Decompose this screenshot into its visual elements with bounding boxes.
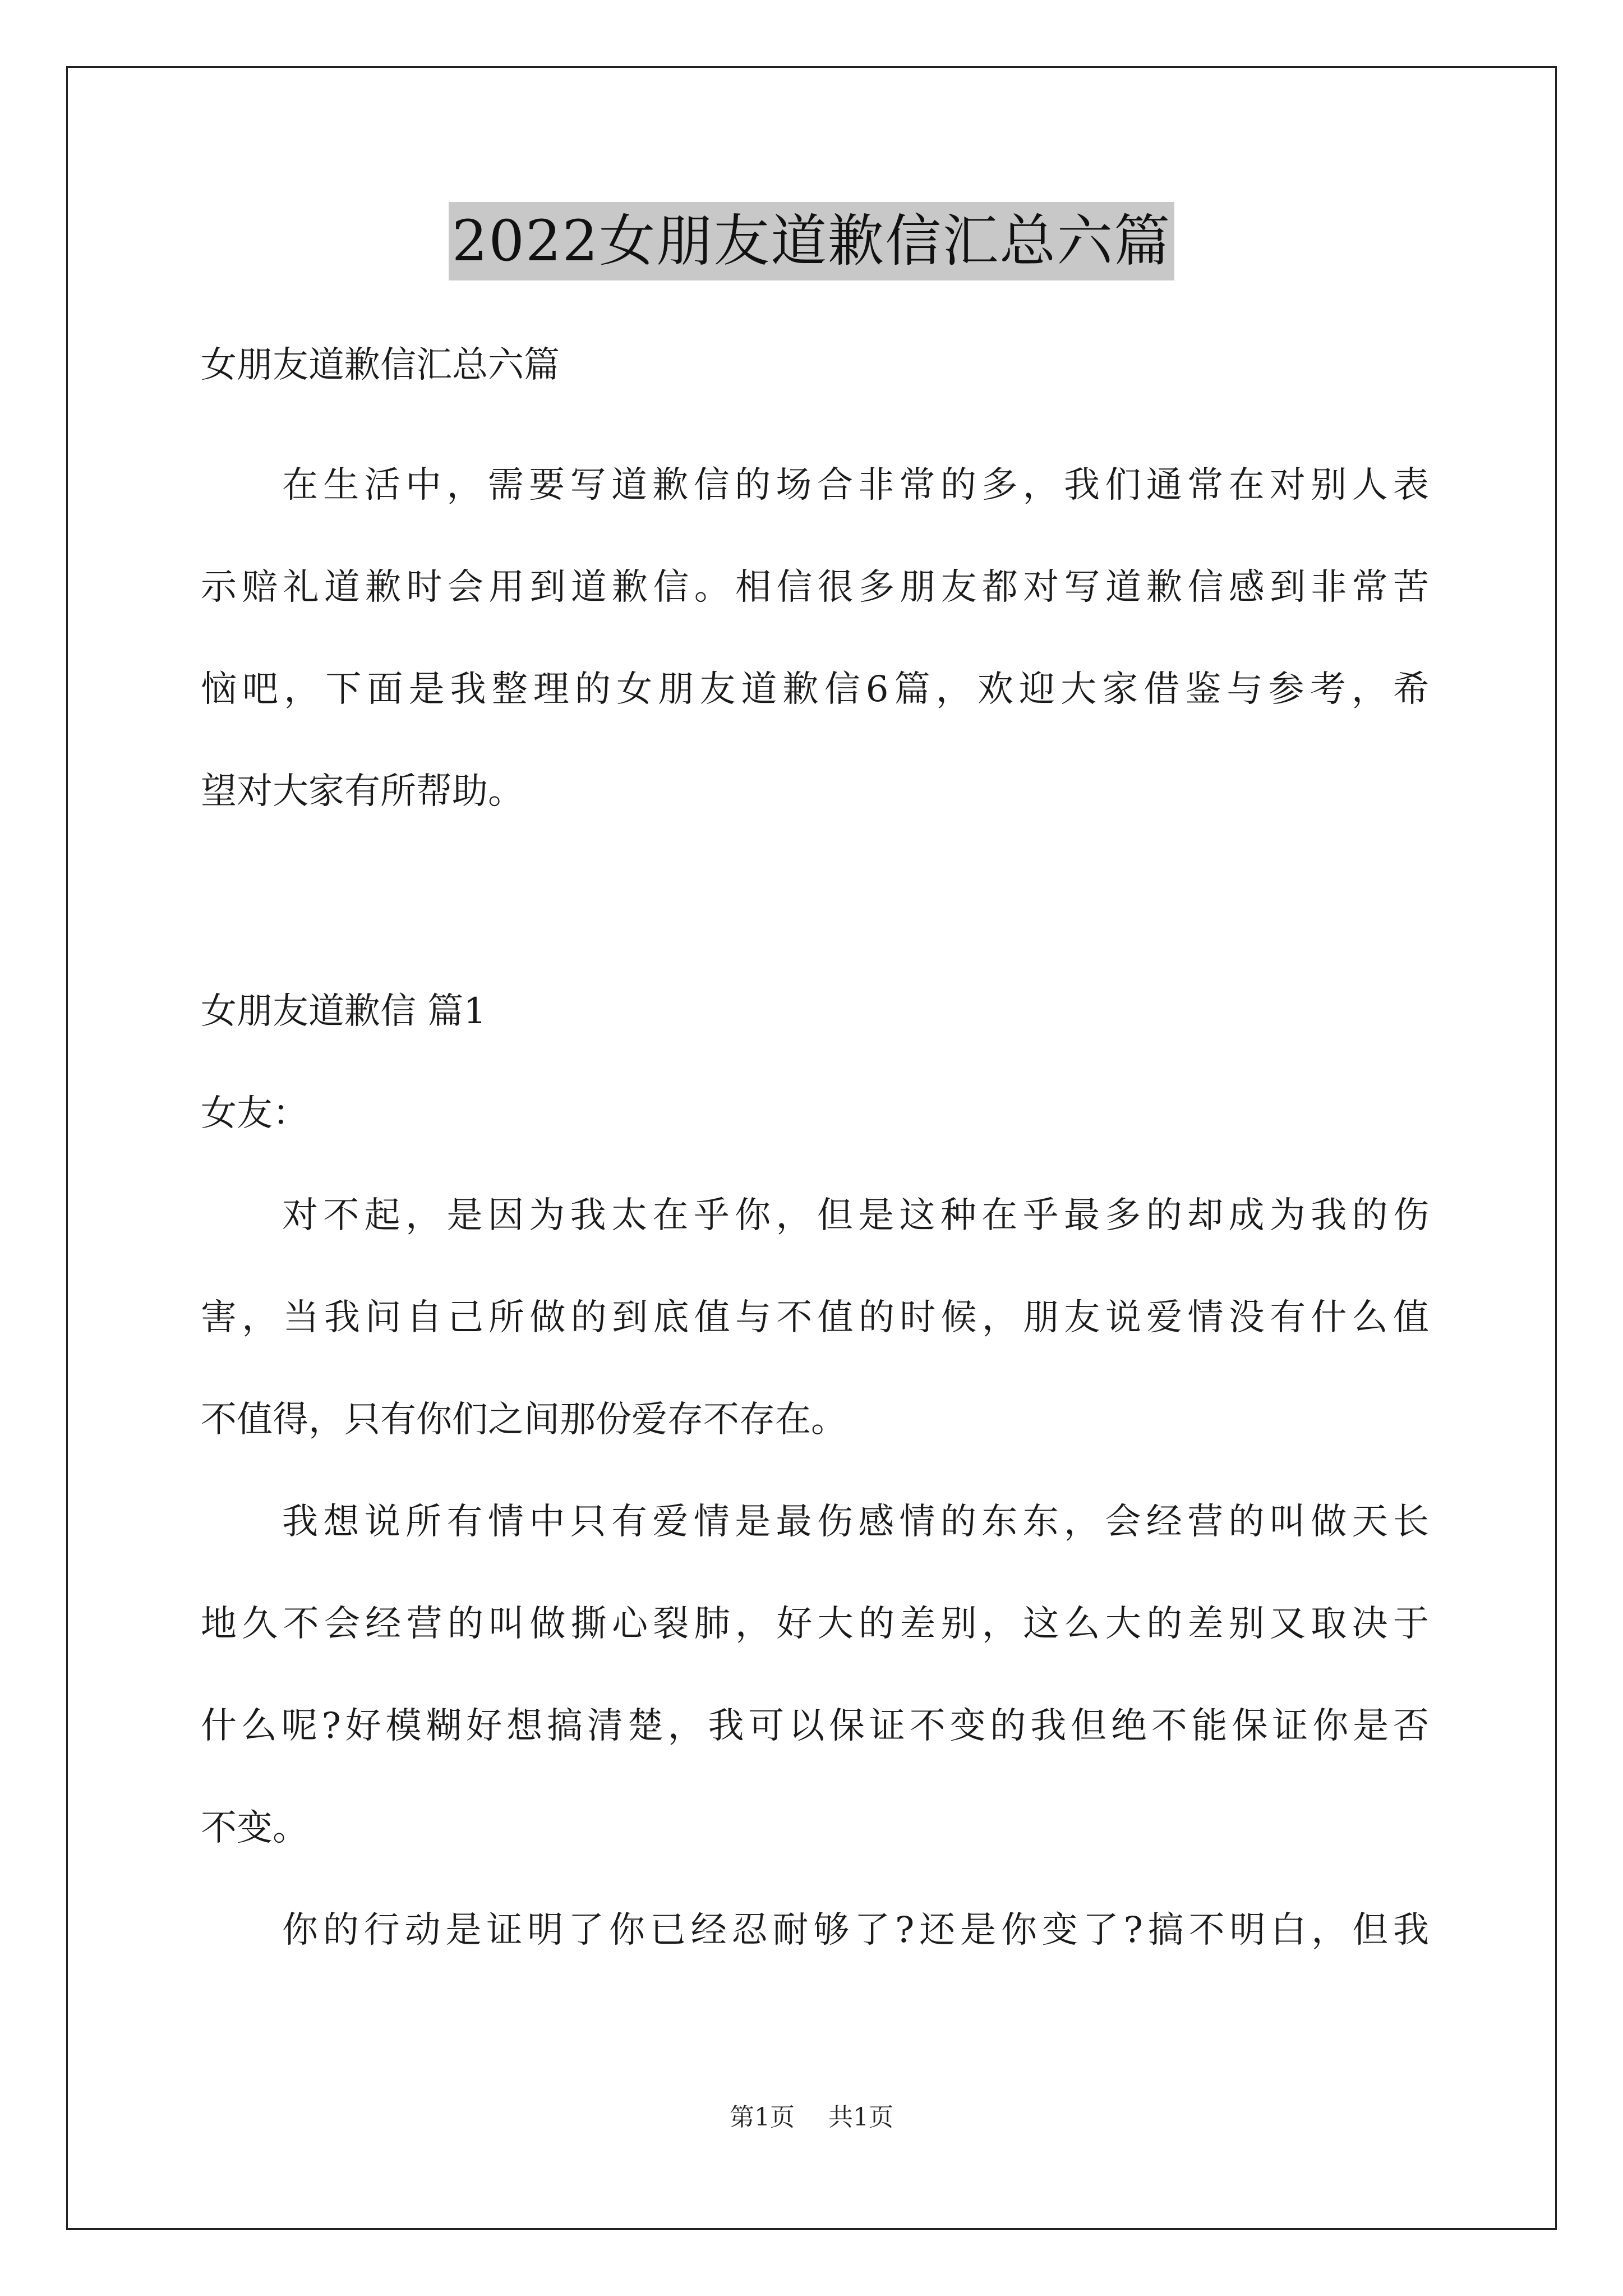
- title-container: [0, 202, 1623, 280]
- page-number: 第1页: [730, 2103, 795, 2132]
- text-line: 不值得，只有你们之间那份爱存不存在。: [201, 1399, 847, 1441]
- document-subtitle: 女朋友道歉信汇总六篇: [201, 344, 560, 386]
- text-line: 对不起，是因为我太在乎你，但是这种在乎最多的却成为我的伤: [282, 1195, 1429, 1236]
- section-heading: 女朋友道歉信 篇1: [201, 991, 487, 1032]
- text-line: 不变。: [201, 1807, 308, 1849]
- text-line: 你的行动是证明了你已经忍耐够了?还是你变了?搞不明白，但我: [282, 1910, 1429, 1951]
- text-line: 在生活中，需要写道歉信的场合非常的多，我们通常在对别人表: [282, 464, 1429, 506]
- body-paragraph-1: [201, 1165, 1429, 1471]
- salutation: 女友：: [201, 1093, 308, 1134]
- body-paragraph-2: [201, 1471, 1429, 1879]
- page-footer: [0, 2097, 1623, 2133]
- page-total: 共1页: [828, 2103, 893, 2132]
- text-line: 地久不会经营的叫做撕心裂肺，好大的差别，这么大的差别又取决于: [201, 1603, 1429, 1645]
- text-line: 恼吧，下面是我整理的女朋友道歉信6篇，欢迎大家借鉴与参考，希: [201, 669, 1429, 710]
- text-line: 害，当我问自己所做的到底值与不值的时候，朋友说爱情没有什么值: [201, 1297, 1429, 1338]
- text-line: 望对大家有所帮助。: [201, 771, 524, 812]
- text-line: 我想说所有情中只有爱情是最伤感情的东东，会经营的叫做天长: [282, 1501, 1429, 1543]
- document-title: 2022女朋友道歉信汇总六篇: [449, 202, 1175, 280]
- text-line: 什么呢?好模糊好想搞清楚，我可以保证不变的我但绝不能保证你是否: [201, 1705, 1429, 1747]
- text-line: 示赔礼道歉时会用到道歉信。相信很多朋友都对写道歉信感到非常苦: [201, 567, 1429, 608]
- body-paragraph-3: [201, 1879, 1429, 1981]
- document-body: [201, 314, 1429, 1981]
- intro-paragraph: [201, 434, 1429, 843]
